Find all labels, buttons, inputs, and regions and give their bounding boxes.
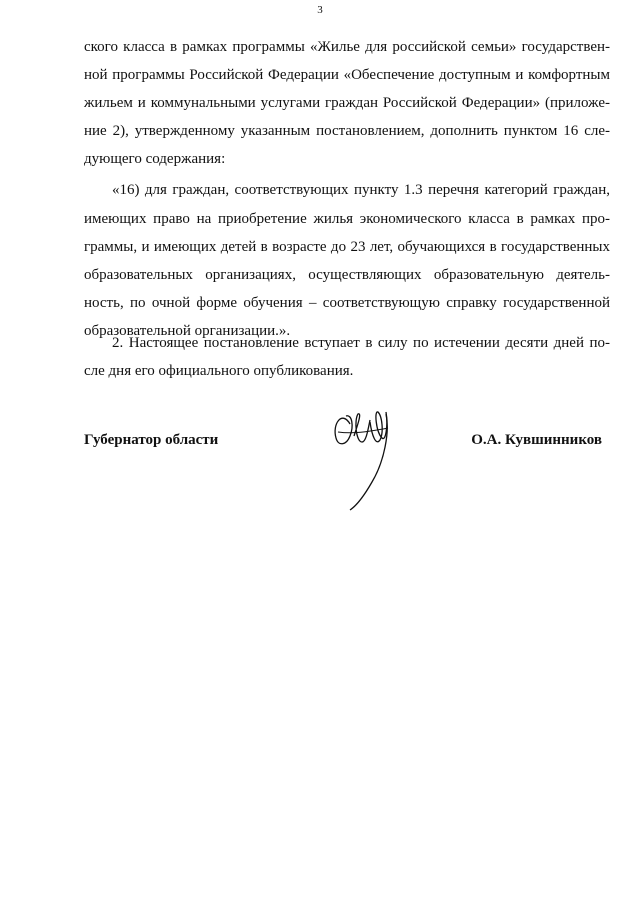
text-line: ние 2), утвержденному указанным постановлением, дополнить пунктом 16 сле- [84,123,610,139]
text-line: ность, по очной форме обучения – соответствующую справку государственной [84,295,610,311]
signer-name: О.А. Кувшинников [471,432,602,448]
text-line: ной программы Российской Федерации «Обеспечение доступным и комфортным [84,67,610,83]
text-line: жильем и коммунальными услугами граждан Российской Федерации» (приложе- [84,95,610,111]
text-line: образовательных организациях, осуществляющих образовательную деятель- [84,267,610,283]
handwritten-signature [328,402,398,512]
page-number: 3 [317,4,323,16]
text-line: сле дня его официального опубликования. [84,363,354,379]
text-line: «16) для граждан, соответствующих пункту 1.3 перечня категорий граждан, [112,182,610,198]
text-line: граммы, и имеющих детей в возрасте до 23 лет, обучающихся в государственных [84,239,610,255]
signer-position: Губернатор области [84,432,219,448]
text-line: имеющих право на приобретение жилья экономического класса в рамках про- [84,211,610,227]
text-line: 2. Настоящее постановление вступает в силу по истечении десяти дней по- [112,335,610,351]
text-line: дующего содержания: [84,151,226,167]
text-line: образовательной организации.». [84,323,291,339]
text-line: ского класса в рамках программы «Жилье для российской семьи» государствен- [84,39,610,55]
